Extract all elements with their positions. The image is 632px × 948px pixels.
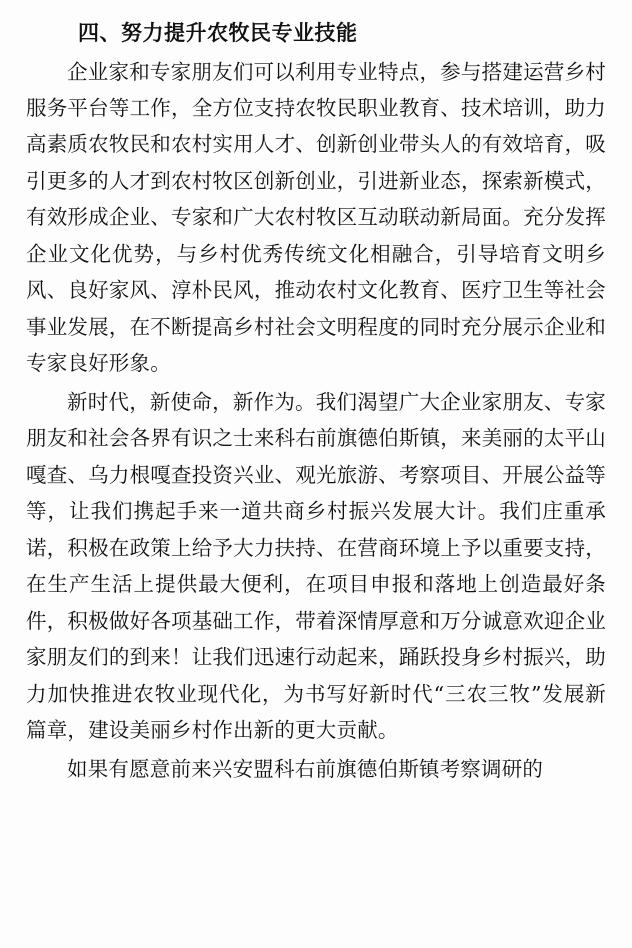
paragraph-2: 新时代，新使命，新作为。我们渴望广大企业家朋友、专家朋友和社会各界有识之士来科右前旗德伯斯镇，来美丽的太平山嘎查、乌力根嘎查投资兴业、观光旅游、考察项目、开展公益等等，让我们携起手来一道共商乡村振兴发展大计。我们庄重承诺，积极在政策上给予大力扶持、在营商环境上予以重要支持，在生产生活上提供最大便利，在项目申报和落地上创造最好条件，积极做好各项基础工作，带着深情厚意和万分诚意欢迎企业家朋友们的到来！让我们迅速行动起来，踊跃投身乡村振兴，助力加快推进农牧业现代化，为书写好新时代“三农三牧”发展新篇章，建设美丽乡村作出新的更大贡献。 <box>26 389 606 743</box>
document-body <box>26 18 606 787</box>
paragraph-1: 企业家和专家朋友们可以利用专业特点，参与搭建运营乡村服务平台等工作，全方位支持农牧民职业教育、技术培训，助力高素质农牧民和农村实用人才、创新创业带头人的有效培育，吸引更多的人才到农村牧区创新创业，引进新业态，探索新模式，有效形成企业、专家和广大农村牧区互动联动新局面。充分发挥企业文化优势，与乡村优秀传统文化相融合，引导培育文明乡风、良好家风、淳朴民风，推动农村文化教育、医疗卫生等社会事业发展，在不断提高乡村社会文明程度的同时充分展示企业和专家良好形象。 <box>26 59 606 376</box>
paragraph-3: 如果有愿意前来兴安盟科右前旗德伯斯镇考察调研的 <box>67 756 544 781</box>
section-heading: 四、努力提升农牧民专业技能 <box>78 21 358 45</box>
